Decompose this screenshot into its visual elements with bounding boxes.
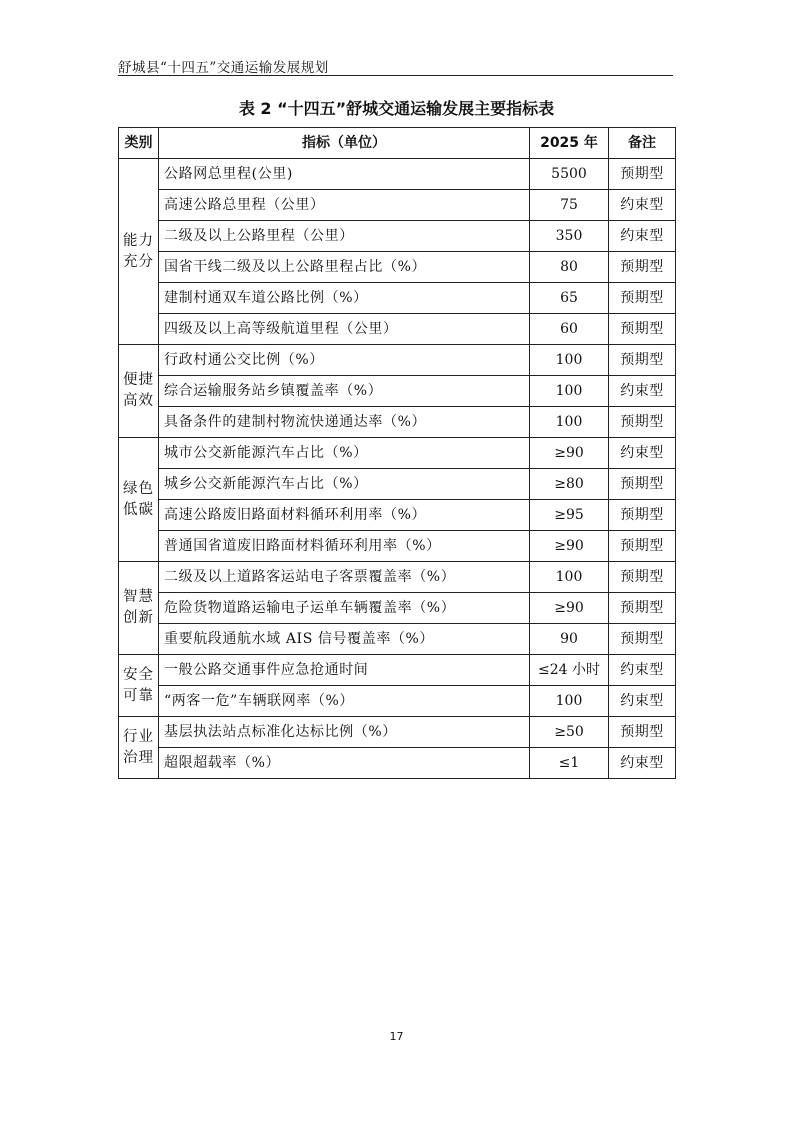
value-cell: 100 bbox=[530, 407, 609, 438]
indicator-cell: 建制村通双车道公路比例（%） bbox=[159, 283, 530, 314]
indicator-cell: 城乡公交新能源汽车占比（%） bbox=[159, 469, 530, 500]
value-cell: 90 bbox=[530, 624, 609, 655]
indicator-cell: 城市公交新能源汽车占比（%） bbox=[159, 438, 530, 469]
table-row bbox=[119, 531, 676, 562]
value-cell: 100 bbox=[530, 562, 609, 593]
table-title: 表 2 “十四五”舒城交通运输发展主要指标表 bbox=[238, 99, 555, 118]
note-cell: 预期型 bbox=[609, 624, 676, 655]
table-body bbox=[119, 159, 676, 779]
category-label: 充分 bbox=[123, 253, 154, 270]
indicator-cell: 国省干线二级及以上公路里程占比（%） bbox=[159, 252, 530, 283]
table-row bbox=[119, 283, 676, 314]
note-cell: 预期型 bbox=[609, 531, 676, 562]
indicator-cell: 二级及以上公路里程（公里） bbox=[159, 221, 530, 252]
value-cell: ≥95 bbox=[530, 500, 609, 531]
value-cell: 350 bbox=[530, 221, 609, 252]
table-row bbox=[119, 438, 676, 469]
column-header-note: 备注 bbox=[609, 128, 676, 159]
category-cell bbox=[119, 562, 159, 655]
note-cell: 约束型 bbox=[609, 376, 676, 407]
value-cell: ≥90 bbox=[530, 438, 609, 469]
value-cell: 75 bbox=[530, 190, 609, 221]
column-header-category: 类别 bbox=[119, 128, 159, 159]
table-row bbox=[119, 314, 676, 345]
table-row bbox=[119, 655, 676, 686]
category-cell bbox=[119, 159, 159, 345]
table-row bbox=[119, 221, 676, 252]
indicator-cell: 高速公路废旧路面材料循环利用率（%） bbox=[159, 500, 530, 531]
table-row bbox=[119, 190, 676, 221]
category-label: 绿色 bbox=[123, 480, 154, 497]
indicator-cell: 二级及以上道路客运站电子客票覆盖率（%） bbox=[159, 562, 530, 593]
table-row bbox=[119, 345, 676, 376]
value-cell: 80 bbox=[530, 252, 609, 283]
note-cell: 预期型 bbox=[609, 252, 676, 283]
category-label: 可靠 bbox=[123, 687, 154, 704]
indicator-cell: 超限超载率（%） bbox=[159, 748, 530, 779]
category-label: 安全 bbox=[123, 666, 154, 683]
running-header: 舒城县“十四五”交通运输发展规划 bbox=[118, 60, 329, 76]
note-cell: 预期型 bbox=[609, 562, 676, 593]
value-cell: ≥90 bbox=[530, 593, 609, 624]
note-cell: 约束型 bbox=[609, 438, 676, 469]
page-number: 17 bbox=[389, 1030, 404, 1043]
value-cell: 100 bbox=[530, 345, 609, 376]
value-cell: 100 bbox=[530, 376, 609, 407]
table-row bbox=[119, 469, 676, 500]
header-rule bbox=[118, 75, 673, 76]
value-cell: 100 bbox=[530, 686, 609, 717]
table-row bbox=[119, 686, 676, 717]
category-label: 智慧 bbox=[123, 589, 154, 605]
note-cell: 预期型 bbox=[609, 717, 676, 748]
table-header-row bbox=[119, 128, 676, 159]
value-cell: ≥90 bbox=[530, 531, 609, 562]
category-label: 能力 bbox=[123, 232, 154, 249]
table-row bbox=[119, 376, 676, 407]
table-row bbox=[119, 748, 676, 779]
category-label: 高效 bbox=[123, 393, 154, 409]
value-cell: 5500 bbox=[530, 159, 609, 190]
table-row bbox=[119, 593, 676, 624]
note-cell: 约束型 bbox=[609, 221, 676, 252]
note-cell: 约束型 bbox=[609, 655, 676, 686]
indicator-cell: 基层执法站点标准化达标比例（%） bbox=[159, 717, 530, 748]
category-label: 行业 bbox=[123, 728, 154, 745]
table-row bbox=[119, 562, 676, 593]
indicator-cell: 普通国省道废旧路面材料循环利用率（%） bbox=[159, 531, 530, 562]
indicator-table bbox=[118, 127, 676, 779]
category-label: 便捷 bbox=[123, 372, 154, 388]
value-cell: 65 bbox=[530, 283, 609, 314]
note-cell: 预期型 bbox=[609, 469, 676, 500]
indicator-cell: 危险货物道路运输电子运单车辆覆盖率（%） bbox=[159, 593, 530, 624]
indicator-cell: 一般公路交通事件应急抢通时间 bbox=[159, 655, 530, 686]
note-cell: 约束型 bbox=[609, 686, 676, 717]
category-cell bbox=[119, 717, 159, 779]
value-cell: 60 bbox=[530, 314, 609, 345]
value-cell: ≥50 bbox=[530, 717, 609, 748]
category-cell bbox=[119, 438, 159, 562]
category-cell bbox=[119, 345, 159, 438]
table-row bbox=[119, 159, 676, 190]
table-row bbox=[119, 500, 676, 531]
note-cell: 预期型 bbox=[609, 314, 676, 345]
note-cell: 预期型 bbox=[609, 407, 676, 438]
indicator-cell: 综合运输服务站乡镇覆盖率（%） bbox=[159, 376, 530, 407]
note-cell: 预期型 bbox=[609, 283, 676, 314]
note-cell: 约束型 bbox=[609, 190, 676, 221]
table-row bbox=[119, 252, 676, 283]
indicator-cell: 公路网总里程(公里) bbox=[159, 159, 530, 190]
note-cell: 预期型 bbox=[609, 345, 676, 376]
category-cell bbox=[119, 655, 159, 717]
indicator-cell: “两客一危”车辆联网率（%） bbox=[159, 686, 530, 717]
column-header-value: 2025 年 bbox=[530, 128, 609, 159]
note-cell: 预期型 bbox=[609, 500, 676, 531]
note-cell: 预期型 bbox=[609, 593, 676, 624]
category-label: 低碳 bbox=[123, 501, 154, 518]
table-row bbox=[119, 717, 676, 748]
column-header-indicator: 指标（单位） bbox=[159, 128, 530, 159]
table-row bbox=[119, 624, 676, 655]
indicator-cell: 四级及以上高等级航道里程（公里） bbox=[159, 314, 530, 345]
value-cell: ≤24 小时 bbox=[530, 655, 609, 686]
value-cell: ≤1 bbox=[530, 748, 609, 779]
table-row bbox=[119, 407, 676, 438]
category-label: 创新 bbox=[123, 610, 154, 626]
note-cell: 预期型 bbox=[609, 159, 676, 190]
value-cell: ≥80 bbox=[530, 469, 609, 500]
note-cell: 约束型 bbox=[609, 748, 676, 779]
indicator-cell: 行政村通公交比例（%） bbox=[159, 345, 530, 376]
indicator-cell: 高速公路总里程（公里） bbox=[159, 190, 530, 221]
category-label: 治理 bbox=[123, 749, 154, 766]
indicator-cell: 具备条件的建制村物流快递通达率（%） bbox=[159, 407, 530, 438]
indicator-cell: 重要航段通航水域 AIS 信号覆盖率（%） bbox=[159, 624, 530, 655]
